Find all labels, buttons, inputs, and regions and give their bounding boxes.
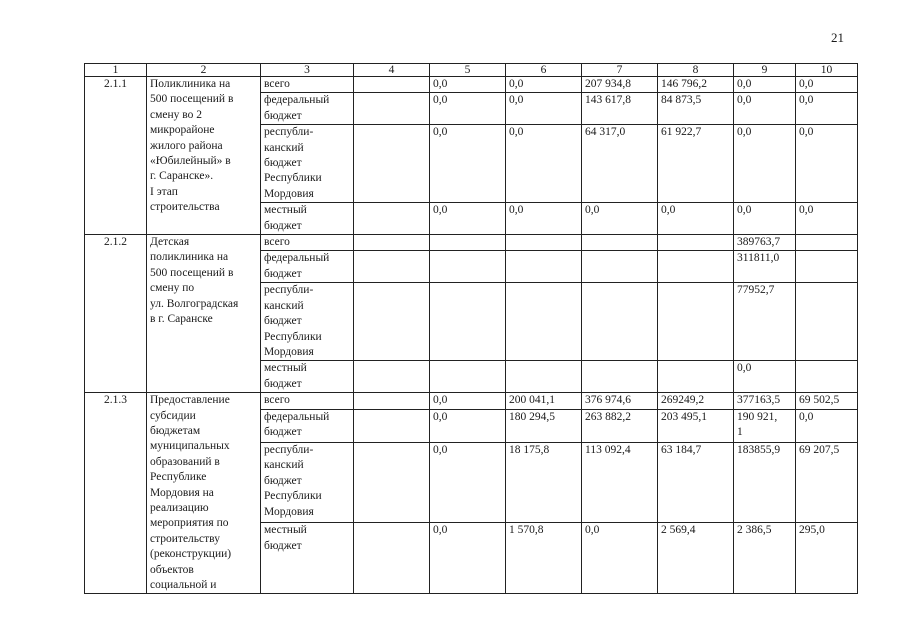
value-cell: 0,0	[796, 203, 858, 235]
value-cell: 84 873,5	[658, 93, 734, 125]
value-cell: 18 175,8	[506, 442, 582, 523]
value-cell: 180 294,5	[506, 410, 582, 443]
value-cell	[354, 77, 430, 93]
value-cell: 0,0	[796, 93, 858, 125]
funding-source: федеральный бюджет	[261, 251, 354, 283]
column-header: 4	[354, 64, 430, 77]
value-cell: 61 922,7	[658, 125, 734, 203]
value-cell	[582, 283, 658, 361]
value-cell: 0,0	[506, 77, 582, 93]
value-cell: 0,0	[430, 442, 506, 523]
column-header: 8	[658, 64, 734, 77]
value-cell	[430, 283, 506, 361]
value-cell: 0,0	[506, 125, 582, 203]
measure-name: Предоставление субсидии бюджетам муниципальных образований в Республике Мордовия на реализацию мероприятия по строительству (реконструкции) объектов социальной и	[147, 393, 261, 594]
value-cell	[796, 283, 858, 361]
value-cell: 377163,5	[734, 393, 796, 410]
value-cell: 2 569,4	[658, 523, 734, 594]
value-cell	[796, 251, 858, 283]
value-cell: 64 317,0	[582, 125, 658, 203]
measure-name: Поликлиника на 500 посещений в смену во 2 микрорайоне жилого района «Юбилейный» в г. Саранске». I этап строительства	[147, 77, 261, 235]
value-cell: 1 570,8	[506, 523, 582, 594]
value-cell	[354, 523, 430, 594]
value-cell: 0,0	[506, 203, 582, 235]
table-row	[85, 77, 858, 93]
value-cell	[354, 125, 430, 203]
value-cell: 0,0	[430, 203, 506, 235]
value-cell: 0,0	[734, 203, 796, 235]
value-cell: 0,0	[734, 77, 796, 93]
value-cell: 69 207,5	[796, 442, 858, 523]
value-cell	[506, 235, 582, 251]
value-cell	[354, 442, 430, 523]
table-row	[85, 393, 858, 410]
value-cell: 0,0	[430, 77, 506, 93]
measure-name: Детская поликлиника на 500 посещений в смену по ул. Волгоградская в г. Саранске	[147, 235, 261, 393]
value-cell: 77952,7	[734, 283, 796, 361]
value-cell: 183855,9	[734, 442, 796, 523]
value-cell	[430, 235, 506, 251]
column-header: 1	[85, 64, 147, 77]
value-cell	[582, 251, 658, 283]
value-cell: 207 934,8	[582, 77, 658, 93]
value-cell: 69 502,5	[796, 393, 858, 410]
funding-source: всего	[261, 77, 354, 93]
value-cell	[430, 361, 506, 393]
row-number: 2.1.1	[85, 77, 147, 235]
row-number: 2.1.2	[85, 235, 147, 393]
value-cell	[354, 203, 430, 235]
value-cell: 0,0	[734, 93, 796, 125]
value-cell	[354, 393, 430, 410]
funding-source: местный бюджет	[261, 523, 354, 594]
funding-source: республи- канский бюджет Республики Мордовия	[261, 125, 354, 203]
value-cell: 0,0	[582, 523, 658, 594]
header-row	[85, 64, 858, 77]
column-header: 10	[796, 64, 858, 77]
funding-source: всего	[261, 393, 354, 410]
value-cell: 113 092,4	[582, 442, 658, 523]
column-header: 9	[734, 64, 796, 77]
value-cell	[354, 93, 430, 125]
value-cell	[658, 361, 734, 393]
row-number: 2.1.3	[85, 393, 147, 594]
value-cell	[354, 235, 430, 251]
value-cell: 0,0	[734, 361, 796, 393]
funding-source: местный бюджет	[261, 361, 354, 393]
funding-source: федеральный бюджет	[261, 410, 354, 443]
value-cell: 146 796,2	[658, 77, 734, 93]
value-cell	[796, 235, 858, 251]
value-cell: 0,0	[430, 410, 506, 443]
value-cell	[658, 283, 734, 361]
value-cell	[506, 283, 582, 361]
value-cell	[506, 361, 582, 393]
value-cell: 269249,2	[658, 393, 734, 410]
value-cell: 0,0	[430, 125, 506, 203]
value-cell	[796, 361, 858, 393]
value-cell: 263 882,2	[582, 410, 658, 443]
page-number: 21	[831, 30, 844, 45]
funding-source: всего	[261, 235, 354, 251]
value-cell: 376 974,6	[582, 393, 658, 410]
column-header: 7	[582, 64, 658, 77]
value-cell: 190 921, 1	[734, 410, 796, 443]
value-cell	[354, 410, 430, 443]
value-cell: 0,0	[430, 523, 506, 594]
value-cell	[354, 251, 430, 283]
funding-source: республи- канский бюджет Республики Мордовия	[261, 442, 354, 523]
value-cell	[582, 235, 658, 251]
value-cell	[430, 251, 506, 283]
column-header: 3	[261, 64, 354, 77]
value-cell: 311811,0	[734, 251, 796, 283]
value-cell: 203 495,1	[658, 410, 734, 443]
value-cell	[658, 251, 734, 283]
value-cell: 0,0	[796, 410, 858, 443]
value-cell: 0,0	[582, 203, 658, 235]
value-cell	[582, 361, 658, 393]
column-header: 6	[506, 64, 582, 77]
value-cell: 0,0	[430, 393, 506, 410]
funding-source: федеральный бюджет	[261, 93, 354, 125]
value-cell: 143 617,8	[582, 93, 658, 125]
funding-source: республи- канский бюджет Республики Мордовия	[261, 283, 354, 361]
value-cell	[354, 283, 430, 361]
value-cell	[506, 251, 582, 283]
column-header: 5	[430, 64, 506, 77]
value-cell: 0,0	[796, 125, 858, 203]
value-cell: 295,0	[796, 523, 858, 594]
value-cell: 2 386,5	[734, 523, 796, 594]
budget-table	[84, 63, 858, 594]
funding-source: местный бюджет	[261, 203, 354, 235]
value-cell	[658, 235, 734, 251]
table-row	[85, 235, 858, 251]
value-cell: 0,0	[430, 93, 506, 125]
value-cell: 63 184,7	[658, 442, 734, 523]
value-cell: 389763,7	[734, 235, 796, 251]
value-cell	[354, 361, 430, 393]
value-cell: 0,0	[734, 125, 796, 203]
value-cell: 200 041,1	[506, 393, 582, 410]
value-cell: 0,0	[506, 93, 582, 125]
value-cell: 0,0	[658, 203, 734, 235]
column-header: 2	[147, 64, 261, 77]
value-cell: 0,0	[796, 77, 858, 93]
